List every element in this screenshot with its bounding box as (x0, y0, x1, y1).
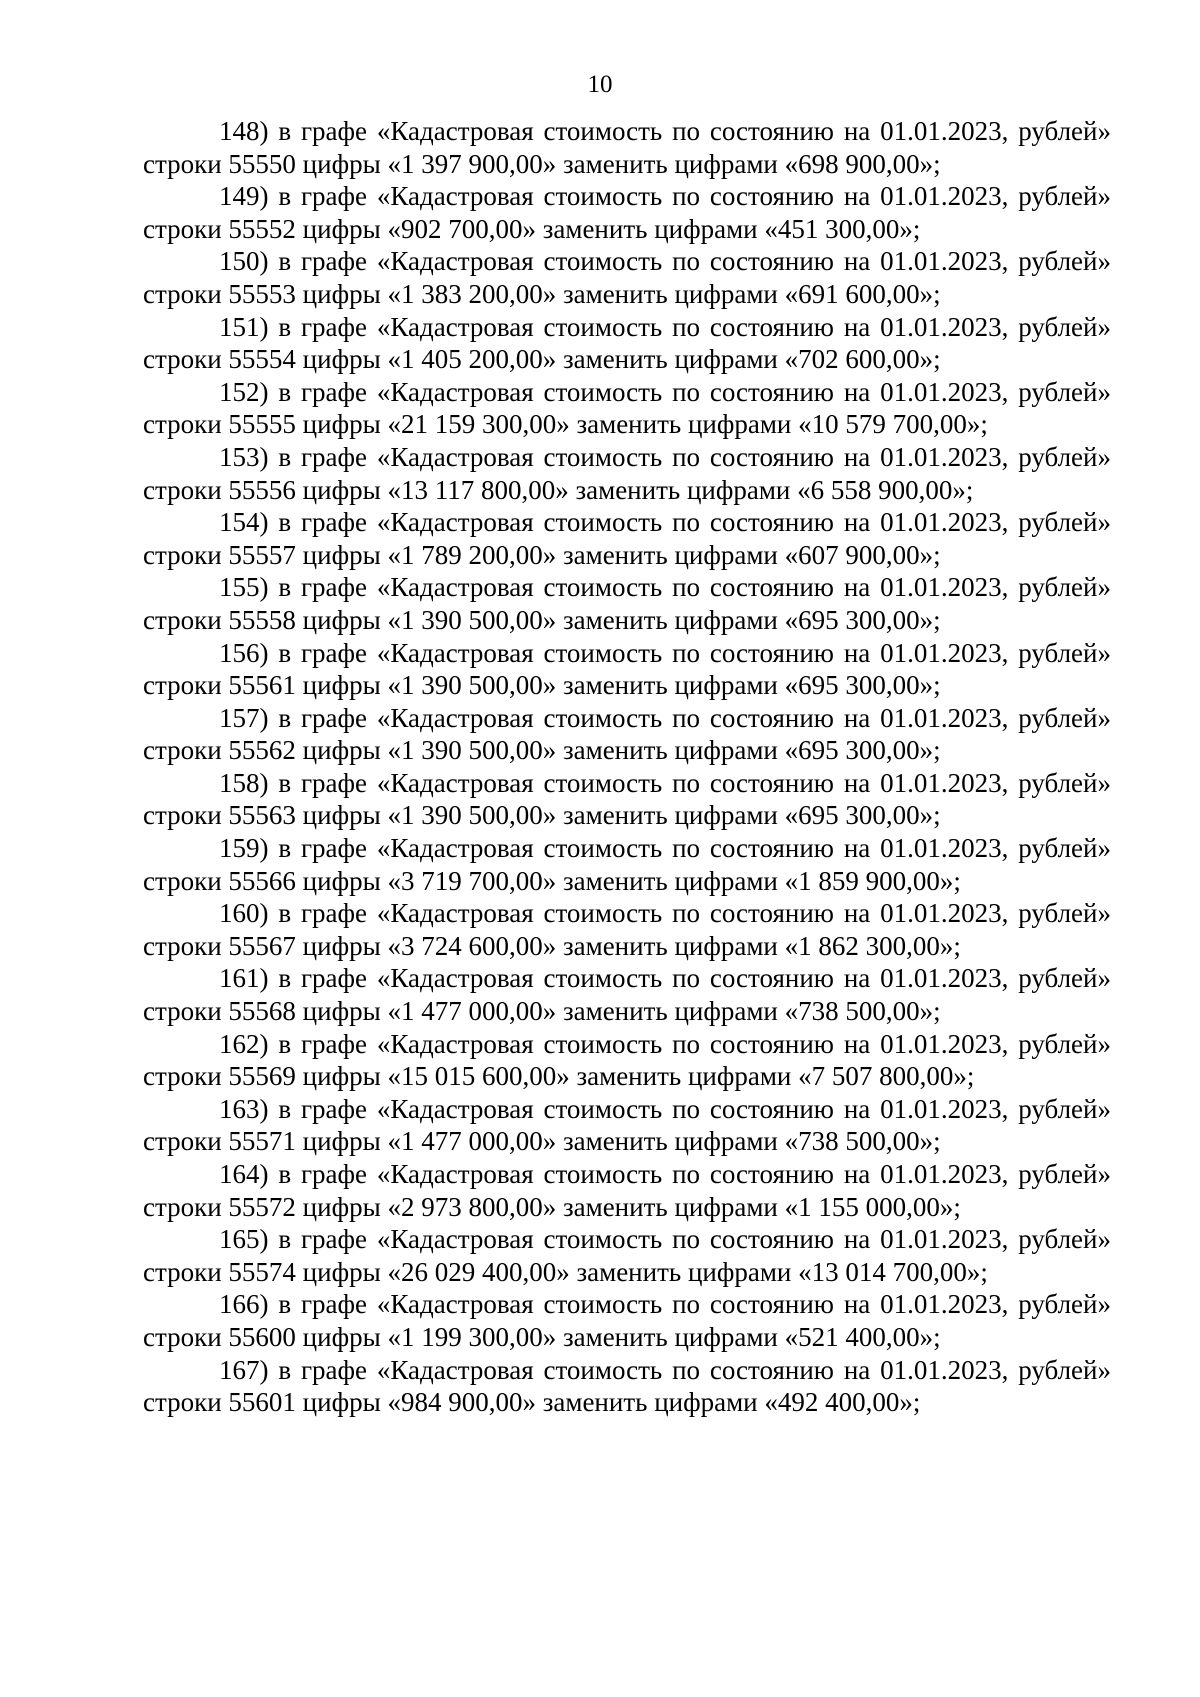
page-number: 10 (587, 71, 613, 98)
amendment-item-156: 156) в графе «Кадастровая стоимость по состоянию на 01.01.2023, рублей» строки 55561 цифры «1 390 500,00» заменить цифрами «695 300,00»; (143, 637, 1111, 701)
amendment-item-150: 150) в графе «Кадастровая стоимость по состоянию на 01.01.2023, рублей» строки 55553 цифры «1 383 200,00» заменить цифрами «691 600,00»; (143, 246, 1111, 309)
amendment-item-154: 154) в графе «Кадастровая стоимость по состоянию на 01.01.2023, рублей» строки 55557 цифры «1 789 200,00» заменить цифрами «607 900,00»; (143, 507, 1111, 570)
document-body (143, 115, 1111, 1419)
amendment-item-165: 165) в графе «Кадастровая стоимость по состоянию на 01.01.2023, рублей» строки 55574 цифры «26 029 400,00» заменить цифрами «13 014 700,00»; (143, 1224, 1111, 1287)
amendment-item-153: 153) в графе «Кадастровая стоимость по состоянию на 01.01.2023, рублей» строки 55556 цифры «13 117 800,00» заменить цифрами «6 558 900,00»; (143, 441, 1111, 505)
amendment-item-161: 161) в графе «Кадастровая стоимость по состоянию на 01.01.2023, рублей» строки 55568 цифры «1 477 000,00» заменить цифрами «738 500,00»; (143, 963, 1111, 1027)
amendment-item-157: 157) в графе «Кадастровая стоимость по состоянию на 01.01.2023, рублей» строки 55562 цифры «1 390 500,00» заменить цифрами «695 300,00»; (143, 702, 1111, 766)
amendment-item-160: 160) в графе «Кадастровая стоимость по состоянию на 01.01.2023, рублей» строки 55567 цифры «3 724 600,00» заменить цифрами «1 862 300,00»; (143, 898, 1111, 961)
amendment-item-164: 164) в графе «Кадастровая стоимость по состоянию на 01.01.2023, рублей» строки 55572 цифры «2 973 800,00» заменить цифрами «1 155 000,00»; (143, 1159, 1111, 1222)
amendment-item-158: 158) в графе «Кадастровая стоимость по состоянию на 01.01.2023, рублей» строки 55563 цифры «1 390 500,00» заменить цифрами «695 300,00»; (143, 767, 1111, 831)
amendment-item-159: 159) в графе «Кадастровая стоимость по состоянию на 01.01.2023, рублей» строки 55566 цифры «3 719 700,00» заменить цифрами «1 859 900,00»; (143, 833, 1111, 896)
amendment-item-151: 151) в графе «Кадастровая стоимость по состоянию на 01.01.2023, рублей» строки 55554 цифры «1 405 200,00» заменить цифрами «702 600,00»; (143, 311, 1111, 375)
amendment-item-162: 162) в графе «Кадастровая стоимость по состоянию на 01.01.2023, рублей» строки 55569 цифры «15 015 600,00» заменить цифрами «7 507 800,00»; (143, 1028, 1111, 1092)
amendment-item-167: 167) в графе «Кадастровая стоимость по состоянию на 01.01.2023, рублей» строки 55601 цифры «984 900,00» заменить цифрами «492 400,00»; (143, 1354, 1111, 1418)
amendment-item-155: 155) в графе «Кадастровая стоимость по состоянию на 01.01.2023, рублей» строки 55558 цифры «1 390 500,00» заменить цифрами «695 300,00»; (143, 572, 1111, 635)
amendment-item-166: 166) в графе «Кадастровая стоимость по состоянию на 01.01.2023, рублей» строки 55600 цифры «1 199 300,00» заменить цифрами «521 400,00»; (143, 1289, 1111, 1352)
amendment-item-163: 163) в графе «Кадастровая стоимость по состоянию на 01.01.2023, рублей» строки 55571 цифры «1 477 000,00» заменить цифрами «738 500,00»; (143, 1093, 1111, 1157)
amendment-item-152: 152) в графе «Кадастровая стоимость по состоянию на 01.01.2023, рублей» строки 55555 цифры «21 159 300,00» заменить цифрами «10 579 700,00»; (143, 376, 1111, 440)
amendment-item-148: 148) в графе «Кадастровая стоимость по состоянию на 01.01.2023, рублей» строки 55550 цифры «1 397 900,00» заменить цифрами «698 900,00»; (143, 116, 1111, 179)
amendment-item-149: 149) в графе «Кадастровая стоимость по состоянию на 01.01.2023, рублей» строки 55552 цифры «902 700,00» заменить цифрами «451 300,00»; (143, 181, 1111, 244)
